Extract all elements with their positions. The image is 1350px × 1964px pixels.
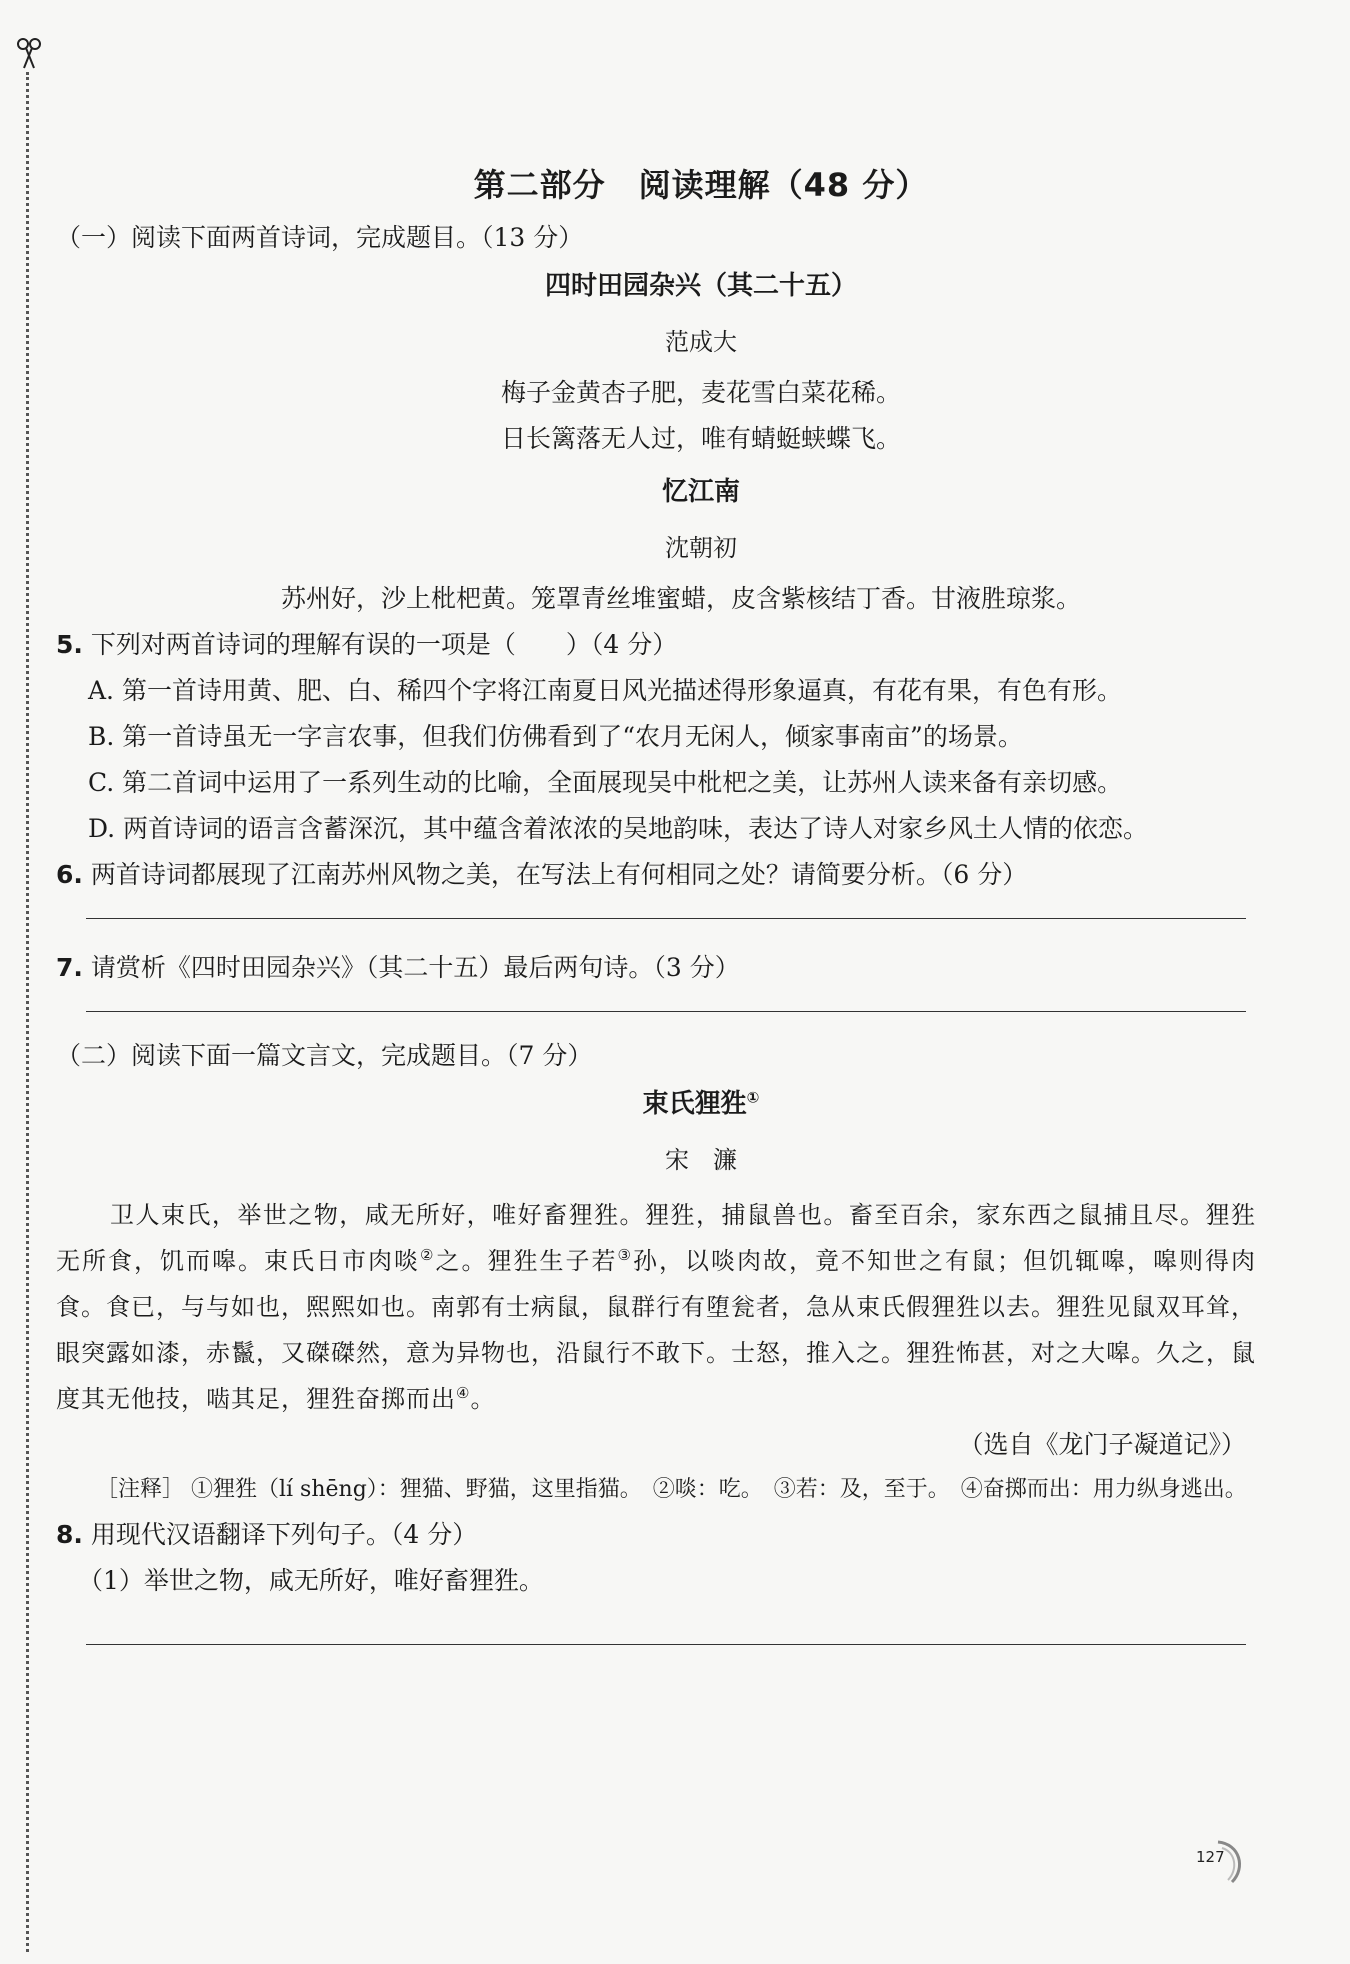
question-7-number: 7. xyxy=(56,953,83,982)
passage-body xyxy=(56,1192,1256,1422)
passage-text-2: 之。狸狌生子若 xyxy=(435,1247,618,1275)
poem-2-title: 忆江南 xyxy=(661,477,740,507)
question-6-answer-line[interactable] xyxy=(86,918,1246,919)
passage-title xyxy=(56,1084,1256,1124)
cut-line xyxy=(26,72,29,1952)
passage-source: （选自《龙门子凝道记》） xyxy=(958,1430,1246,1459)
passage-title-note-mark: ① xyxy=(746,1088,760,1107)
poem-1-line-2: 日长篱落无人过，唯有蜻蜓蛱蝶飞。 xyxy=(500,424,901,453)
poem-2-line: 苏州好，沙上枇杷黄。笼罩青丝堆蜜蜡，皮含紫核结丁香。甘液胜琼浆。 xyxy=(280,584,1081,613)
poem-1-title: 四时田园杂兴（其二十五） xyxy=(544,271,857,301)
section-1-heading: （一）阅读下面两首诗词，完成题目。（13 分） xyxy=(56,223,584,252)
note-mark-2: ② xyxy=(420,1246,436,1264)
poem-2-author: 沈朝初 xyxy=(665,534,737,562)
question-6 xyxy=(56,852,1256,898)
note-mark-3: ③ xyxy=(617,1246,633,1264)
poem-1-line-1: 梅子金黄杏子肥，麦花雪白菜花稀。 xyxy=(500,378,901,407)
question-8-answer-line[interactable] xyxy=(86,1644,1246,1645)
passage-author: 宋 濂 xyxy=(665,1146,737,1174)
question-5-text: 下列对两首诗词的理解有误的一项是（ ）（4 分） xyxy=(82,630,678,659)
passage-text-1: 卫人束氏，举世之物，咸无所好，唯好畜狸狌。狸狌，捕鼠兽也。畜至百余，家东西之鼠捕且尽。狸狌无所食，饥而嗥。束氏日市肉啖 xyxy=(56,1201,1256,1275)
page-number: 127 xyxy=(1196,1848,1225,1866)
page-content xyxy=(56,150,1256,1671)
question-7 xyxy=(56,945,1256,991)
scissors-icon xyxy=(14,36,44,70)
question-8 xyxy=(56,1512,1256,1558)
question-7-answer-line[interactable] xyxy=(86,1011,1246,1012)
question-5-option-c[interactable]: C. 第二首词中运用了一系列生动的比喻，全面展现吴中枇杷之美，让苏州人读来备有亲切感。 xyxy=(88,768,1123,797)
passage-text-4: 。 xyxy=(470,1385,496,1413)
passage-title-text: 束氏狸狌 xyxy=(642,1089,747,1119)
question-5-option-b[interactable]: B. 第一首诗虽无一字言农事，但我们仿佛看到了“农月无闲人，倾家事南亩”的场景。 xyxy=(88,722,1023,751)
part-title: 第二部分 阅读理解（48 分） xyxy=(473,166,929,204)
question-5 xyxy=(56,622,1256,668)
passage-text-3: 孙，以啖肉故，竟不知世之有鼠；但饥辄嗥，嗥则得肉食。食已，与与如也，熙熙如也。南郭有士病鼠，鼠群行有堕瓮者，急从束氏假狸狌以去。狸狌见鼠双耳耸，眼突露如漆，赤鬣，又磔磔然，意为异物也，沿鼠行不敢下。士怒，推入之。狸狌怖甚，对之大嗥。久之，鼠度其无他技，啮其足，狸狌奋掷而出 xyxy=(56,1247,1256,1413)
question-8-item-1: （1）举世之物，咸无所好，唯好畜狸狌。 xyxy=(78,1566,544,1595)
question-5-number: 5. xyxy=(56,630,83,659)
question-6-number: 6. xyxy=(56,860,83,889)
section-2-heading: （二）阅读下面一篇文言文，完成题目。（7 分） xyxy=(56,1041,593,1070)
note-mark-4: ④ xyxy=(456,1384,471,1402)
question-8-text: 用现代汉语翻译下列句子。（4 分） xyxy=(82,1520,478,1549)
question-8-number: 8. xyxy=(56,1520,83,1549)
question-6-text: 两首诗词都展现了江南苏州风物之美，在写法上有何相同之处？请简要分析。（6 分） xyxy=(82,860,1028,889)
question-5-option-a[interactable]: A. 第一首诗用黄、肥、白、稀四个字将江南夏日风光描述得形象逼真，有花有果，有色有形。 xyxy=(88,676,1122,705)
passage-notes: ［注释］ ①狸狌（lí shēng）：狸猫、野猫，这里指猫。 ②啖：吃。 ③若：及，至于。 ④奋掷而出：用力纵身逃出。 xyxy=(96,1477,1247,1502)
question-7-text: 请赏析《四时田园杂兴》（其二十五）最后两句诗。（3 分） xyxy=(82,953,740,982)
question-5-option-d[interactable]: D. 两首诗词的语言含蓄深沉，其中蕴含着浓浓的吴地韵味，表达了诗人对家乡风土人情的依恋。 xyxy=(88,814,1149,843)
poem-1-author: 范成大 xyxy=(665,328,737,356)
page-number-badge xyxy=(1188,1838,1248,1888)
